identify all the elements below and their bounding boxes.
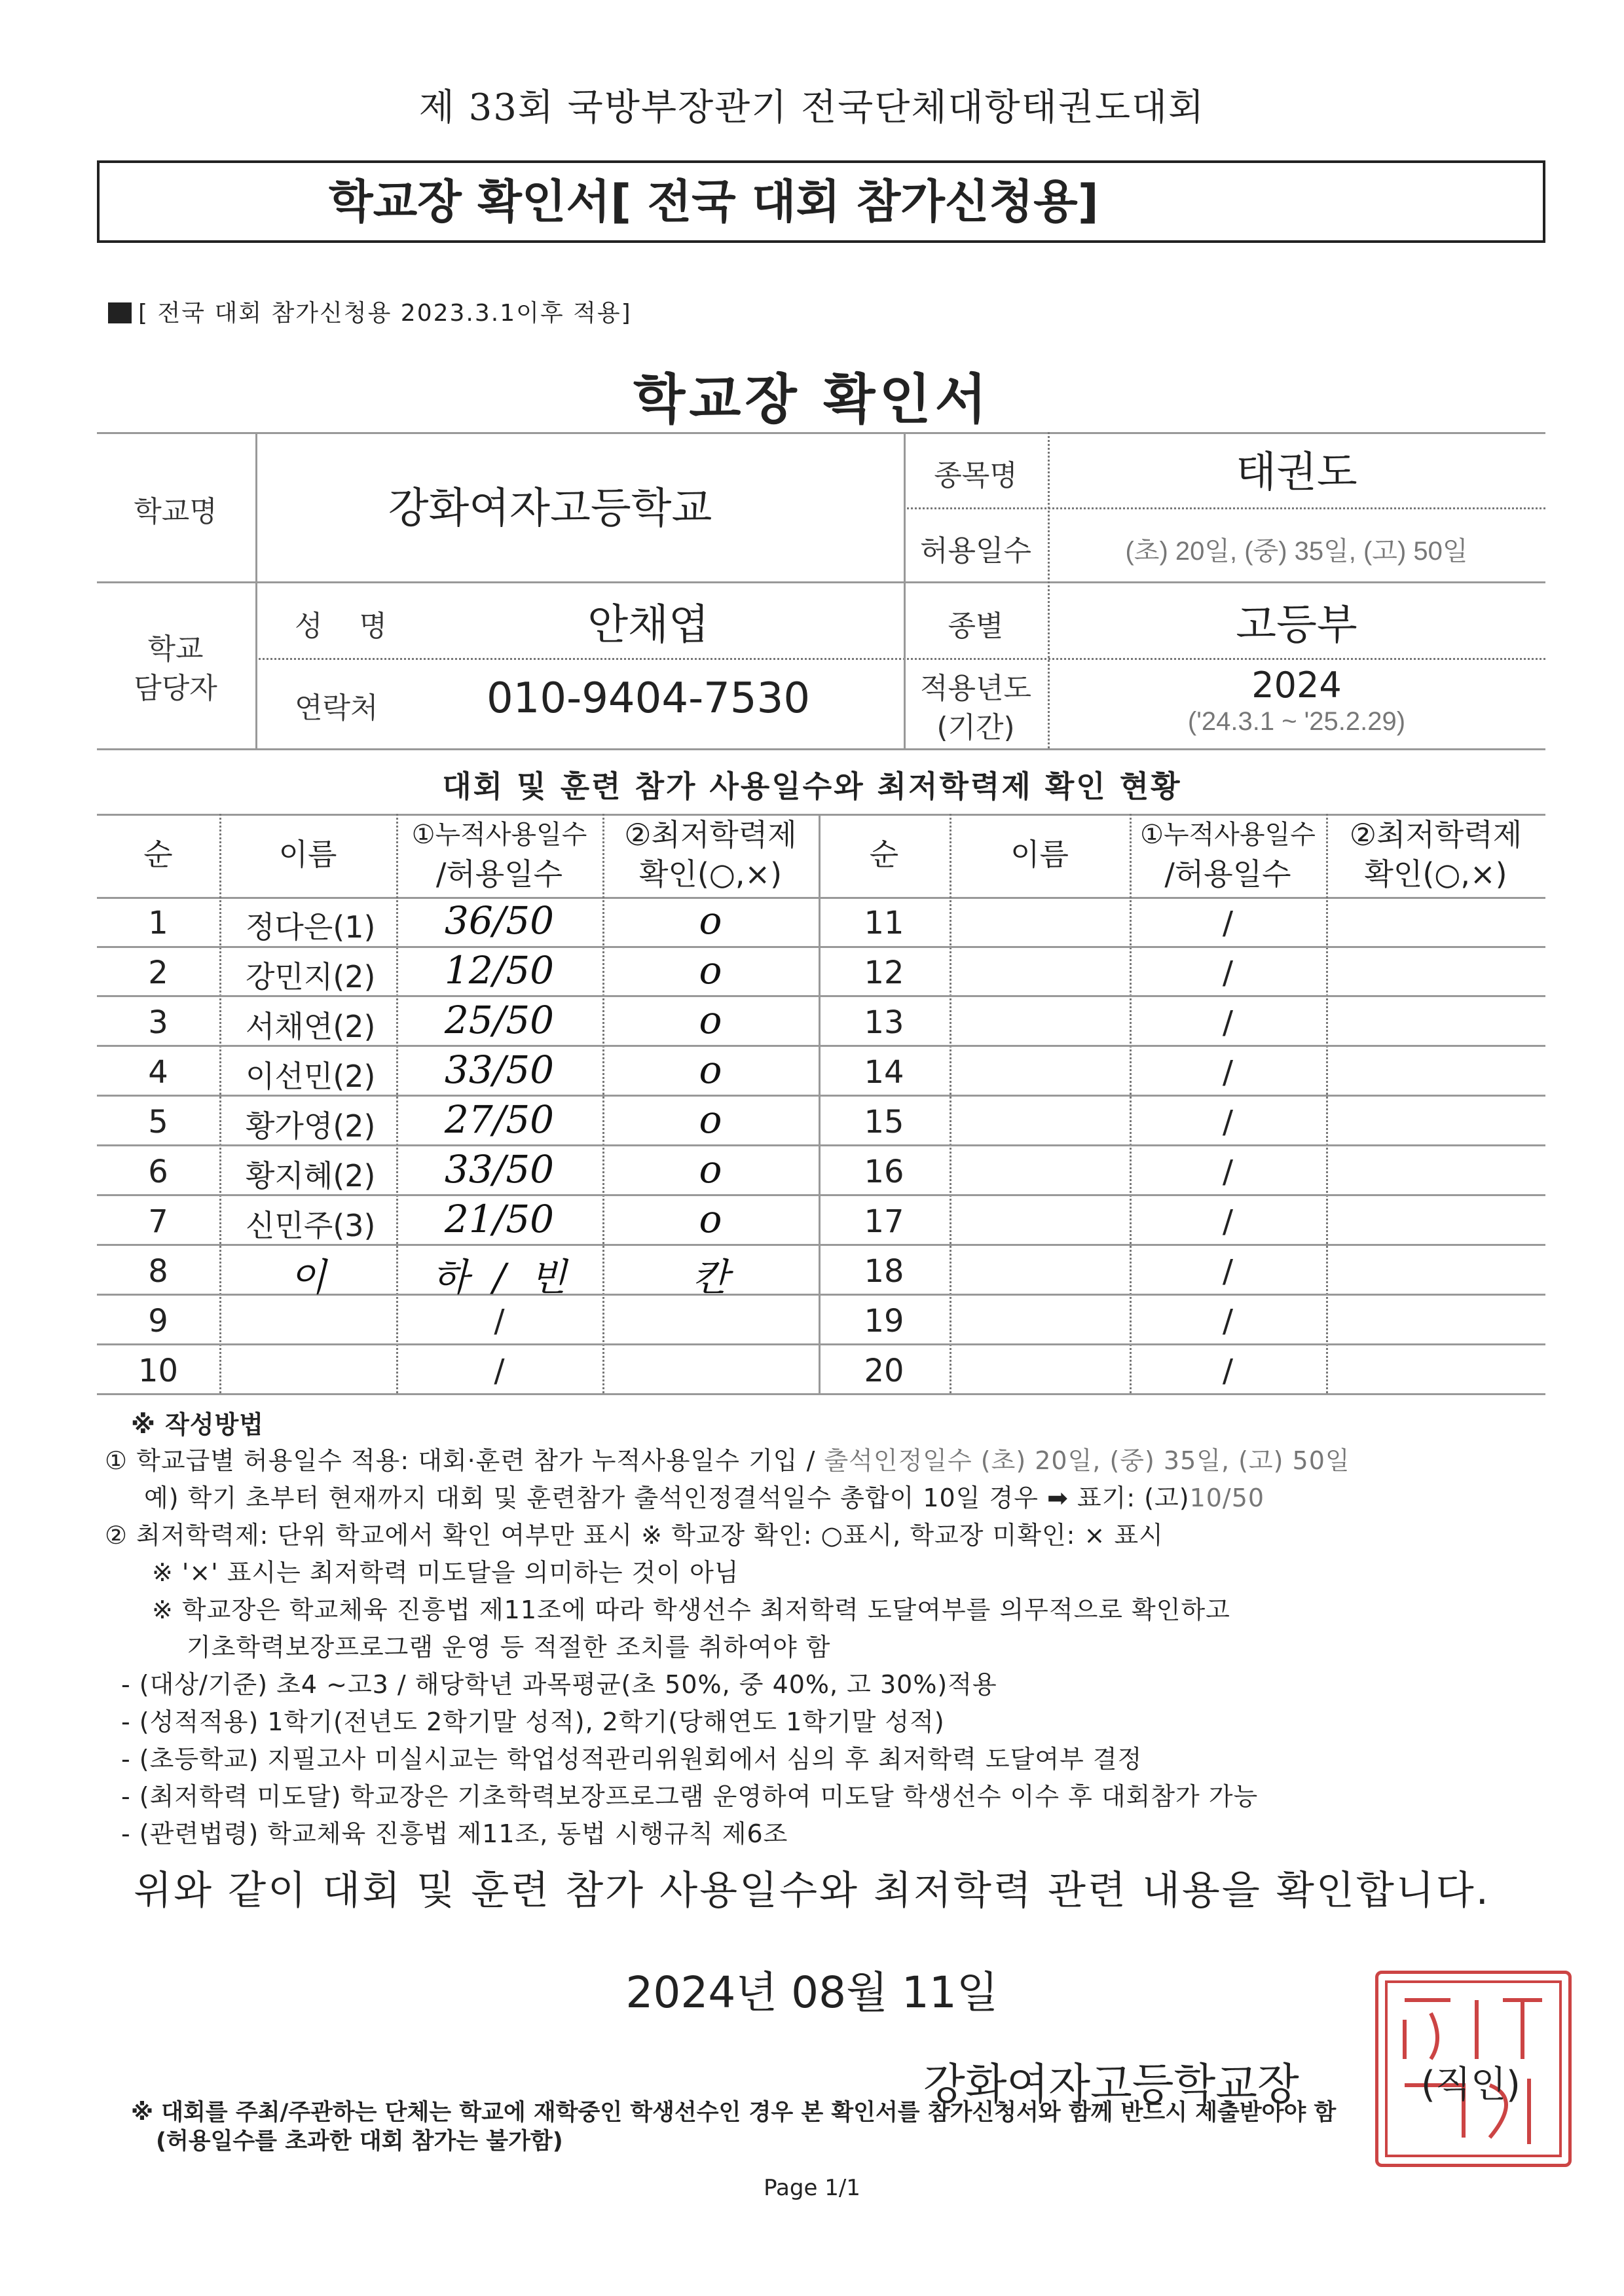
row-no: 6 xyxy=(148,1154,168,1190)
roster-col-divider xyxy=(950,814,951,1393)
year-label: 적용년도 xyxy=(919,672,1031,705)
row-name: 신민주(3) xyxy=(246,1208,376,1243)
row-no: 18 xyxy=(864,1253,904,1290)
instruction-line: 기초학력보장프로그램 운영 등 적절한 조치를 취하여야 함 xyxy=(187,1633,831,1662)
instruction-line: - (최저학력 미도달) 학교장은 기초학력보장프로그램 운영하여 미도달 학생선수 이수 후 대회참가 가능 xyxy=(121,1782,1259,1811)
info-divider xyxy=(97,748,1545,750)
row-days: / xyxy=(1222,1303,1234,1339)
header-check: ②최저학력제 xyxy=(1349,817,1522,852)
row-no: 19 xyxy=(864,1303,904,1339)
header-check: 확인(○,×) xyxy=(638,856,783,892)
row-check: o xyxy=(699,898,722,943)
row-days: / xyxy=(1222,955,1234,991)
event-label: 종목명 xyxy=(934,459,1018,492)
roster-col-divider xyxy=(219,814,221,1393)
row-no: 12 xyxy=(864,955,904,991)
header-days: ①누적사용일수 xyxy=(411,820,587,850)
roster-col-divider xyxy=(1326,814,1328,1393)
instruction-text: ① 학교급별 허용일수 적용: 대회·훈련 참가 누적사용일수 기입 / xyxy=(105,1446,824,1475)
row-no: 16 xyxy=(864,1154,904,1190)
row-days: / xyxy=(1222,1253,1234,1290)
header-check: ②최저학력제 xyxy=(624,817,797,852)
row-name: 이 xyxy=(289,1255,327,1300)
row-days: / xyxy=(494,1303,505,1339)
signer-name: 강화여자고등학교장 xyxy=(923,2059,1299,2109)
roster-bottom-border xyxy=(97,1393,1545,1395)
row-check: o xyxy=(699,1147,722,1192)
main-title: 학교장 확인서 xyxy=(633,369,991,431)
instruction-line: ※ 학교장은 학교체육 진흥법 제11조에 따라 학생선수 최저학력 도달여부를 의무적으로 확인하고 xyxy=(152,1595,1230,1624)
instruction-line: ※ '×' 표시는 최저학력 미도달을 의미하는 것이 아님 xyxy=(152,1558,739,1587)
row-days: / xyxy=(1222,1353,1234,1389)
row-no: 15 xyxy=(864,1104,904,1140)
row-days: / xyxy=(1222,1104,1234,1140)
row-name: 황지혜(2) xyxy=(246,1158,376,1194)
row-days: 21/50 xyxy=(444,1197,555,1241)
title-box: 학교장 확인서[ 전국 대회 참가신청용] xyxy=(97,160,1545,243)
footer-line-1: ※ 대회를 주최/주관하는 단체는 학교에 재학중인 학생선수인 경우 본 확인서를 참가신청서와 함께 반드시 제출받아야 함 xyxy=(131,2100,1337,2126)
instruction-text: 예) 학기 초부터 현재까지 대회 및 훈련참가 출석인정결석일수 총합이 10일 경우 ➡ 표기: (고) xyxy=(144,1484,1190,1512)
category-label: 종별 xyxy=(948,610,1004,643)
row-check: o xyxy=(699,948,722,993)
allowed-days-value: (초) 20일, (중) 35일, (고) 50일 xyxy=(1125,537,1468,566)
event-value: 태권도 xyxy=(1236,448,1357,497)
instruction-line: - (관련법령) 학교체육 진흥법 제11조, 동법 시행규칙 제6조 xyxy=(121,1819,788,1848)
row-days: 하 / 빈 xyxy=(432,1255,567,1300)
instructions-heading: ※ 작성방법 xyxy=(131,1410,265,1439)
instruction-gray-text: 출석인정일수 (초) 20일, (중) 35일, (고) 50일 xyxy=(824,1446,1350,1475)
contact-value: 010-9404-7530 xyxy=(486,674,811,723)
manager-name: 안채엽 xyxy=(587,601,709,649)
row-days: 25/50 xyxy=(444,998,555,1042)
instruction-line: - (성적적용) 1학기(전년도 2학기말 성적), 2학기(당해연도 1학기말 성적) xyxy=(121,1707,945,1736)
row-no: 8 xyxy=(148,1253,168,1290)
instruction-line: - (대상/기준) 초4 ~고3 / 해당학년 과목평균(초 50%, 중 40%, 고 30%)적용 xyxy=(121,1670,997,1699)
row-days: / xyxy=(1222,1154,1234,1190)
row-name: 강민지(2) xyxy=(246,959,376,994)
row-check: o xyxy=(699,1048,722,1092)
header-name: 이름 xyxy=(278,837,337,872)
row-name: 황가영(2) xyxy=(246,1108,376,1144)
row-check: o xyxy=(699,1097,722,1142)
row-days: / xyxy=(1222,1054,1234,1091)
year-value: 2024 xyxy=(1251,665,1342,706)
info-table-top-border xyxy=(97,432,1545,434)
footer-line-2: (허용일수를 초과한 대회 참가는 불가함) xyxy=(156,2128,563,2155)
row-days: / xyxy=(494,1353,505,1389)
info-divider xyxy=(904,507,1545,509)
header-name: 이름 xyxy=(1010,837,1069,872)
row-check: o xyxy=(699,1197,722,1241)
section-title: 대회 및 훈련 참가 사용일수와 최저학력제 확인 현황 xyxy=(442,769,1182,804)
name-label: 성 명 xyxy=(295,610,387,643)
row-no: 17 xyxy=(864,1203,904,1240)
row-days: / xyxy=(1222,1203,1234,1240)
row-days: / xyxy=(1222,905,1234,941)
row-no: 1 xyxy=(148,905,168,941)
row-name: 이선민(2) xyxy=(246,1059,376,1094)
row-name: 정다은(1) xyxy=(246,909,376,945)
instruction-line: ② 최저학력제: 단위 학교에서 확인 여부만 표시 ※ 학교장 확인: ○표시, 학교장 미확인: × 표시 xyxy=(105,1521,1164,1550)
row-no: 9 xyxy=(148,1303,168,1339)
header-days: ①누적사용일수 xyxy=(1140,820,1316,850)
school-name: 강화여자고등학교 xyxy=(388,484,712,533)
document-header: 제 33회 국방부장관기 전국단체대항태권도대회 xyxy=(418,86,1206,129)
manager-label: 담당자 xyxy=(134,672,217,705)
square-bullet-icon xyxy=(108,302,132,323)
row-no: 10 xyxy=(138,1353,179,1389)
row-no: 3 xyxy=(148,1004,168,1041)
row-line xyxy=(97,1343,1545,1345)
row-days: 33/50 xyxy=(444,1147,555,1192)
seal-label: (직인) xyxy=(1421,2064,1521,2106)
issue-date: 2024년 08월 11일 xyxy=(625,1967,999,2018)
header-days: /허용일수 xyxy=(435,856,563,892)
row-no: 11 xyxy=(864,905,904,941)
header-days: /허용일수 xyxy=(1164,856,1291,892)
instruction-line xyxy=(144,1478,1264,1514)
contact-label: 연락처 xyxy=(295,691,378,725)
row-days: / xyxy=(1222,1004,1234,1041)
manager-label: 학교 xyxy=(147,632,204,666)
row-no: 13 xyxy=(864,1004,904,1041)
row-no: 2 xyxy=(148,955,168,991)
row-check: o xyxy=(699,998,722,1042)
instruction-line xyxy=(105,1440,1350,1476)
period-value: ('24.3.1 ~ '25.2.29) xyxy=(1187,707,1406,736)
scope-note-text: [ 전국 대회 참가신청용 2023.3.1이후 적용] xyxy=(138,300,632,327)
row-days: 36/50 xyxy=(444,898,555,943)
header-no: 순 xyxy=(143,837,173,872)
school-label: 학교명 xyxy=(134,495,217,528)
confirmation-statement: 위와 같이 대회 및 훈련 참가 사용일수와 최저학력 관련 내용을 확인합니다. xyxy=(134,1868,1490,1914)
row-name: 서채연(2) xyxy=(246,1009,376,1044)
row-no: 20 xyxy=(864,1353,904,1389)
row-check: 칸 xyxy=(692,1255,729,1300)
row-days: 33/50 xyxy=(444,1048,555,1092)
row-no: 5 xyxy=(148,1104,168,1140)
instruction-line: - (초등학교) 지필고사 미실시교는 학업성적관리위원회에서 심의 후 최저학력 도달여부 결정 xyxy=(121,1745,1143,1774)
row-days: 12/50 xyxy=(444,948,555,993)
row-no: 4 xyxy=(148,1054,168,1091)
instruction-gray-text: 10/50 xyxy=(1189,1484,1265,1512)
row-no: 14 xyxy=(864,1054,904,1091)
row-no: 7 xyxy=(148,1203,168,1240)
info-divider xyxy=(255,658,1545,660)
roster-header-border xyxy=(97,897,1545,899)
header-no: 순 xyxy=(869,837,899,872)
footer-note xyxy=(131,2098,1336,2156)
page-number: Page 1/1 xyxy=(764,2175,860,2201)
allowed-days-label: 허용일수 xyxy=(919,534,1031,568)
scope-note xyxy=(108,295,632,328)
info-divider xyxy=(97,581,1545,583)
header-check: 확인(○,×) xyxy=(1364,856,1507,892)
row-days: 27/50 xyxy=(444,1097,555,1142)
year-label: (기간) xyxy=(936,711,1015,744)
category-value: 고등부 xyxy=(1236,601,1357,649)
